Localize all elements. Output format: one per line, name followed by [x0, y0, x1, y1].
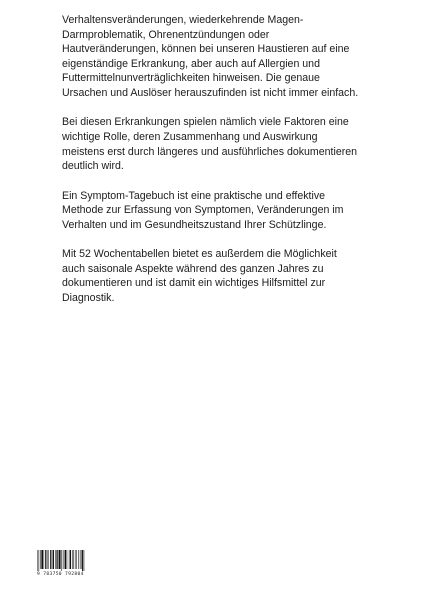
blurb-text — [62, 13, 362, 320]
isbn-barcode — [37, 550, 103, 580]
paragraph-1: Verhaltensveränderungen, wiederkehrende Magen-Darmproblematik, Ohrenentzündungen oder Hautveränderungen, können bei unseren Haustieren auf eine eigenständige Erkrankung, aber auch auf Allergien und Futtermittelnunverträglichkeiten hinweisen. Die genaue Ursachen und Auslöser herauszufinden ist nicht immer einfach. — [62, 14, 359, 99]
paragraph-4: Mit 52 Wochentabellen bietet es außerdem die Möglichkeit auch saisonale Aspekte während des ganzen Jahres zu dokumentieren und ist damit ein wichtiges Hilfsmittel zur Diagnostik. — [62, 248, 337, 304]
barcode-icon — [37, 550, 103, 571]
paragraph-2: Bei diesen Erkrankungen spielen nämlich viele Faktoren eine wichtige Rolle, deren Zusammenhang und Auswirkung meistens erst durch längeres und ausführliches dokumentieren deutlich wird. — [62, 116, 358, 173]
paragraph-3: Ein Symptom-Tagebuch ist eine praktische und effektive Methode zur Erfassung von Symptomen, Veränderungen im Verhalten und im Gesundheitszustand Ihrer Schützlinge. — [62, 189, 344, 231]
barcode-number: 9 783750 792804 — [37, 572, 84, 577]
